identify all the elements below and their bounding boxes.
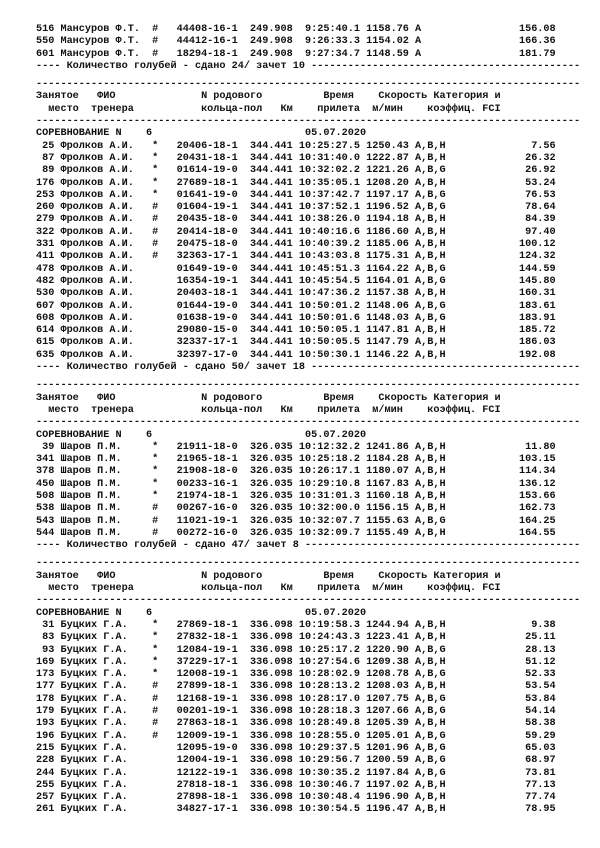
result-row: 173 Буцких Г.А. * 12008-19-1 336.098 10:28:02.9 1208.78 A,B,G 52.33: [36, 669, 556, 681]
result-row: 89 Фролков А.И. * 01614-19-0 344.441 10:32:02.2 1221.26 A,B,G 26.92: [36, 165, 556, 177]
result-row: 331 Фролков А.И. # 20475-18-0 344.441 10:40:39.2 1185.06 A,B,H 100.12: [36, 239, 556, 251]
table-header-line-1: Занятое ФИО N родового Время Скорость Категория и: [36, 392, 501, 404]
result-row: 478 Фролков А.И. 01649-19-0 344.441 10:45:51.3 1164.22 A,B,G 144.59: [36, 263, 556, 275]
result-row: 83 Буцких Г.А. * 27832-18-1 336.098 10:24:43.3 1223.41 A,B,H 25.11: [36, 632, 556, 644]
result-row: 635 Фролков А.И. 32397-17-0 344.441 10:50:30.1 1146.22 A,B,H 192.08: [36, 349, 556, 361]
result-row: 322 Фролков А.И. # 20414-18-0 344.441 10:40:16.6 1186.60 A,B,H 97.40: [36, 226, 556, 238]
result-row: 169 Буцких Г.А. * 37229-17-1 336.098 10:27:54.6 1209.38 A,B,H 51.12: [36, 656, 556, 668]
table-header-line-2: место тренера кольца-пол Км прилета м/мин коэффиц. FCI: [36, 583, 501, 595]
result-row: 31 Буцких Г.А. * 27869-18-1 336.098 10:19:58.3 1244.94 A,B,H 9.38: [36, 619, 556, 631]
result-row: 614 Фролков А.И. 29080-15-0 344.441 10:50:05.1 1147.81 A,B,H 185.72: [36, 325, 556, 337]
block-summary: ---- Количество голубей - сдано 50/ зачет 18 --------------------------------------------: [36, 362, 581, 374]
result-row: 544 Шаров П.М. # 00272-16-0 326.035 10:32:09.7 1155.49 A,B,H 164.55: [36, 527, 556, 539]
result-row: 228 Буцких Г.А. 12004-19-1 336.098 10:29:56.7 1200.59 A,B,G 68.97: [36, 755, 556, 767]
result-row: 508 Шаров П.М. * 21974-18-1 326.035 10:31:01.3 1160.18 A,B,H 153.66: [36, 490, 556, 502]
table-header-line-2: место тренера кольца-пол Км прилета м/мин коэффиц. FCI: [36, 103, 501, 115]
result-row: 193 Буцких Г.А. # 27863-18-1 336.098 10:28:49.8 1205.39 A,B,H 58.38: [36, 718, 556, 730]
result-row: 543 Шаров П.М. # 11021-19-1 326.035 10:32:07.7 1155.63 A,B,G 164.25: [36, 515, 556, 527]
result-row: 257 Буцких Г.А. 27898-18-1 336.098 10:30:48.4 1196.90 A,B,H 77.74: [36, 792, 556, 804]
block-summary: ---- Количество голубей - сдано 24/ зачет 10 --------------------------------------------: [36, 60, 581, 72]
divider: -----------------------------------------------------------------------------------------: [36, 595, 581, 607]
result-row: 607 Фролков А.И. 01644-19-0 344.441 10:50:01.2 1148.06 A,B,G 183.61: [36, 300, 556, 312]
result-row: 87 Фролков А.И. * 20431-18-1 344.441 10:31:40.0 1222.87 A,B,H 26.32: [36, 152, 556, 164]
divider: -----------------------------------------------------------------------------------------: [36, 116, 581, 128]
result-row: 378 Шаров П.М. * 21908-18-0 326.035 10:26:17.1 1180.07 A,B,H 114.34: [36, 466, 556, 478]
result-row: 196 Буцких Г.А. # 12009-19-1 336.098 10:28:55.0 1205.01 A,B,G 59.29: [36, 730, 556, 742]
competition-title: СОРЕВНОВАНИЕ N 6 05.07.2020: [36, 128, 367, 140]
divider: -----------------------------------------------------------------------------------------: [36, 380, 581, 392]
table-header-line-1: Занятое ФИО N родового Время Скорость Категория и: [36, 570, 501, 582]
results-report: [36, 24, 580, 817]
table-header-line-2: место тренера кольца-пол Км прилета м/мин коэффиц. FCI: [36, 404, 501, 416]
result-row: 177 Буцких Г.А. # 27899-18-1 336.098 10:28:13.2 1208.03 A,B,H 53.54: [36, 681, 556, 693]
table-header-line-1: Занятое ФИО N родового Время Скорость Категория и: [36, 91, 501, 103]
competition-title: СОРЕВНОВАНИЕ N 6 05.07.2020: [36, 429, 367, 441]
result-row: 179 Буцких Г.А. # 00201-19-1 336.098 10:28:18.3 1207.66 A,B,G 54.14: [36, 706, 556, 718]
result-row: 516 Мансуров Ф.Т. # 44408-16-1 249.908 9:25:40.1 1158.76 A 156.08: [36, 24, 556, 35]
result-row: 260 Фролков А.И. # 01604-19-1 344.441 10:37:52.1 1196.52 A,B,G 78.64: [36, 202, 556, 214]
result-row: 255 Буцких Г.А. 27818-18-1 336.098 10:30:46.7 1197.02 A,B,H 77.13: [36, 779, 556, 791]
competition-title: СОРЕВНОВАНИЕ N 6 05.07.2020: [36, 607, 367, 619]
result-row: 341 Шаров П.М. * 21965-18-1 326.035 10:25:18.2 1184.28 A,B,H 103.15: [36, 454, 556, 466]
result-row: 608 Фролков А.И. 01638-19-0 344.441 10:50:01.6 1148.03 A,B,G 183.91: [36, 312, 556, 324]
result-row: 178 Буцких Г.А. # 12168-19-1 336.098 10:28:17.0 1207.75 A,B,G 53.84: [36, 693, 556, 705]
result-row: 244 Буцких Г.А. 12122-19-1 336.098 10:30:35.2 1197.84 A,B,G 73.81: [36, 767, 556, 779]
block-summary: ---- Количество голубей - сдано 47/ зачет 8 ---------------------------------------------: [36, 540, 581, 552]
result-row: 450 Шаров П.М. * 00233-16-1 326.035 10:29:10.8 1167.83 A,B,H 136.12: [36, 478, 556, 490]
result-row: 261 Буцких Г.А. 34827-17-1 336.098 10:30:54.5 1196.47 A,B,H 78.95: [36, 804, 556, 816]
result-row: 538 Шаров П.М. # 00267-16-0 326.035 10:32:00.0 1156.15 A,B,H 162.73: [36, 503, 556, 515]
result-row: 25 Фролков А.И. * 20406-18-1 344.441 10:25:27.5 1250.43 A,B,H 7.56: [36, 140, 556, 152]
result-row: 550 Мансуров Ф.Т. # 44412-16-1 249.908 9:26:33.3 1154.02 A 166.36: [36, 36, 556, 48]
result-row: 411 Фролков А.И. # 32363-17-1 344.441 10:43:03.8 1175.31 A,B,H 124.32: [36, 251, 556, 263]
divider: -----------------------------------------------------------------------------------------: [36, 79, 581, 91]
result-row: 601 Мансуров Ф.Т. # 18294-18-1 249.908 9:27:34.7 1148.59 A 181.79: [36, 48, 556, 60]
result-row: 253 Фролков А.И. * 01641-19-0 344.441 10:37:42.7 1197.17 A,B,G 76.53: [36, 189, 556, 201]
result-row: 176 Фролков А.И. * 27689-18-1 344.441 10:35:05.1 1208.20 A,B,H 53.24: [36, 177, 556, 189]
result-row: 93 Буцких Г.А. * 12084-19-1 336.098 10:25:17.2 1220.90 A,B,G 28.13: [36, 644, 556, 656]
divider: -----------------------------------------------------------------------------------------: [36, 417, 581, 429]
result-row: 530 Фролков А.И. 20403-18-1 344.441 10:47:36.2 1157.38 A,B,H 160.31: [36, 288, 556, 300]
result-row: 39 Шаров П.М. * 21911-18-0 326.035 10:12:32.2 1241.86 A,B,H 11.80: [36, 441, 556, 453]
result-row: 482 Фролков А.И. 16354-19-1 344.441 10:45:54.5 1164.01 A,B,G 145.80: [36, 275, 556, 287]
result-row: 615 Фролков А.И. 32337-17-1 344.441 10:50:05.5 1147.79 A,B,H 186.03: [36, 337, 556, 349]
result-row: 215 Буцких Г.А. 12095-19-0 336.098 10:29:37.5 1201.96 A,B,G 65.03: [36, 742, 556, 754]
divider: -----------------------------------------------------------------------------------------: [36, 558, 581, 570]
result-row: 279 Фролков А.И. # 20435-18-0 344.441 10:38:26.0 1194.18 A,B,H 84.39: [36, 214, 556, 226]
